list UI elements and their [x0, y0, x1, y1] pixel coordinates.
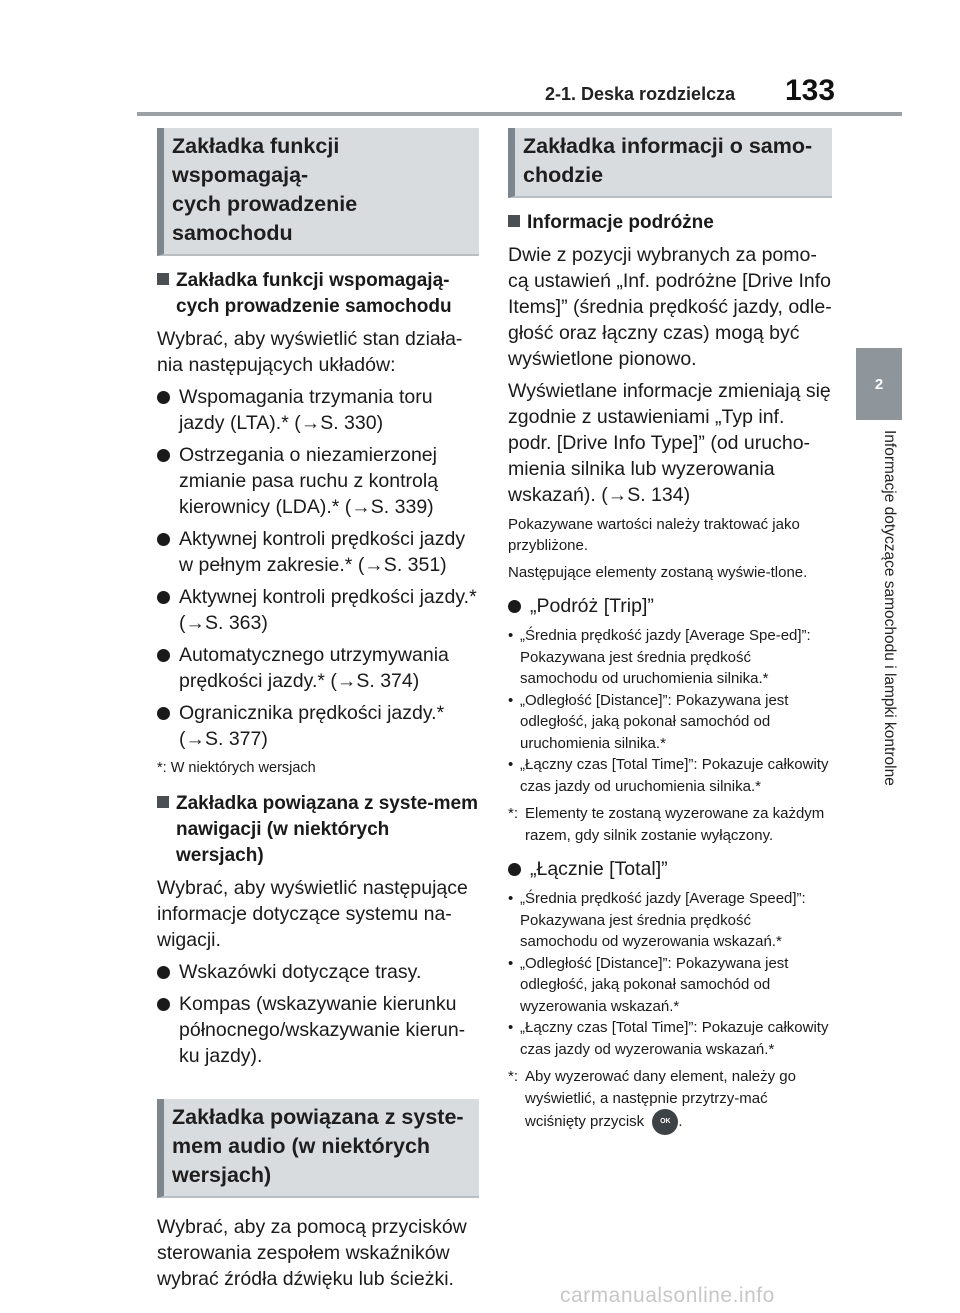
- list-item: Ogranicznika prędkości jazdy.* (→S. 377): [157, 700, 479, 752]
- list-item: • „Odległość [Distance]”: Pokazywana jest odległość, jaką pokonał samochód od uruchomienia silnika.*: [508, 690, 832, 755]
- list-item: • „Średnia prędkość jazdy [Average Spe-ed]”: Pokazywana jest średnia prędkość samochodu od uruchomienia silnika.*: [508, 625, 832, 690]
- subheading-driving-assist: [157, 268, 479, 320]
- watermark: carmanualsonline.info: [560, 1284, 775, 1307]
- total-heading: „Łącznie [Total]”: [508, 856, 832, 882]
- list-item: • „Łączny czas [Total Time]”: Pokazuje całkowity czas jazdy od wyzerowania wskazań.*: [508, 1017, 832, 1060]
- section-title-audio: Zakładka powiązana z syste-mem audio (w niektórych wersjach): [157, 1099, 479, 1198]
- paragraph: Dwie z pozycji wybranych za pomo-cą ustawień „Inf. podróżne [Drive Info Items]” (średnia prędkość jazdy, odle-głość oraz łączny czas) mogą być wyświetlone pionowo.: [508, 244, 832, 370]
- list-item: Kompas (wskazywanie kierunku północnego/wskazywanie kierun-ku jazdy).: [157, 991, 479, 1069]
- footnote-mark: *:: [508, 805, 519, 822]
- page-number: 133: [785, 74, 836, 107]
- paragraph: Wybrać, aby wyświetlić następujące informacje dotyczące systemu na-wigacji.: [157, 877, 468, 951]
- footnote-end: .: [678, 1112, 683, 1130]
- footnote: *: W niektórych wersjach: [157, 760, 316, 776]
- subheading-navigation: Zakładka powiązana z syste-mem nawigacji (w niektórych wersjach): [157, 791, 479, 869]
- section-title-driving-assist: [157, 128, 479, 256]
- right-column: [508, 128, 832, 1135]
- ok-button-icon: OK: [652, 1109, 678, 1135]
- chapter-tab: [856, 348, 902, 420]
- trip-heading: „Podróż [Trip]”: [508, 593, 832, 619]
- left-column: [157, 128, 479, 1292]
- list-item: • „Odległość [Distance]”: Pokazywana jest odległość, jaką pokonał samochód od wyzerowania wskazań.*: [508, 953, 832, 1018]
- subheading-trip-info: Informacje podróżne: [508, 210, 832, 236]
- footnote: [508, 1066, 832, 1135]
- small-note: Następujące elementy zostaną wyświe-tlone.: [508, 564, 808, 581]
- paragraph: Wyświetlane informacje zmieniają się zgodnie z ustawieniami „Typ inf. podr. [Drive Info Type]” (od urucho-mienia silnika lub wyzerowania wskazań). (→S. 134): [508, 380, 831, 506]
- list-item: Aktywnej kontroli prędkości jazdy.* (→S. 363): [157, 584, 479, 636]
- footnote-mark: *:: [508, 1068, 519, 1085]
- chapter-number: 2: [874, 375, 884, 393]
- list-item: Wskazówki dotyczące trasy.: [157, 959, 479, 985]
- footnote-text: Elementy te zostaną wyzerowane za każdym razem, gdy silnik zostanie wyłączony.: [525, 805, 825, 844]
- subheading-line: Zakładka funkcji wspomagają-: [176, 270, 450, 291]
- list-item: Wspomagania trzymania toru jazdy (LTA).* (→S. 330): [157, 384, 479, 436]
- list-item: Automatycznego utrzymywania prędkości jazdy.* (→S. 374): [157, 642, 479, 694]
- chapter-title: Informacje dotyczące samochodu i lampki kontrolne: [881, 430, 898, 786]
- list-item: Ostrzegania o niezamierzonej zmianie pasa ruchu z kontrolą kierownicy (LDA).* (→S. 339): [157, 442, 479, 520]
- list-item: Aktywnej kontroli prędkości jazdy w pełnym zakresie.* (→S. 351): [157, 526, 479, 578]
- section-title-line: Zakładka funkcji wspomagają-: [172, 134, 340, 187]
- small-note: Pokazywane wartości należy traktować jako przybliżone.: [508, 516, 800, 554]
- header-rule: [137, 112, 902, 116]
- section-title-line: cych prowadzenie samochodu: [172, 192, 358, 245]
- subheading-line: cych prowadzenie samochodu: [176, 296, 452, 317]
- footnote: [508, 803, 832, 846]
- header-section-title: 2-1. Deska rozdzielcza: [545, 84, 736, 104]
- list-item: • „Łączny czas [Total Time]”: Pokazuje całkowity czas jazdy od uruchomienia silnika.*: [508, 754, 832, 797]
- paragraph: Wybrać, aby wyświetlić stan działa-nia następujących układów:: [157, 328, 463, 376]
- footnote-text: Aby wyzerować dany element, należy go wyświetlić, a następnie przytrzy-mać wciśnięty przycisk: [525, 1068, 796, 1130]
- paragraph: Wybrać, aby za pomocą przycisków sterowania zespołem wskaźników wybrać źródła dźwięku lub ścieżki.: [157, 1216, 467, 1290]
- list-item: • „Średnia prędkość jazdy [Average Speed]”: Pokazywana jest średnia prędkość samochodu od wyzerowania wskazań.*: [508, 888, 832, 953]
- section-title-vehicle-info: Zakładka informacji o samo-chodzie: [508, 128, 832, 198]
